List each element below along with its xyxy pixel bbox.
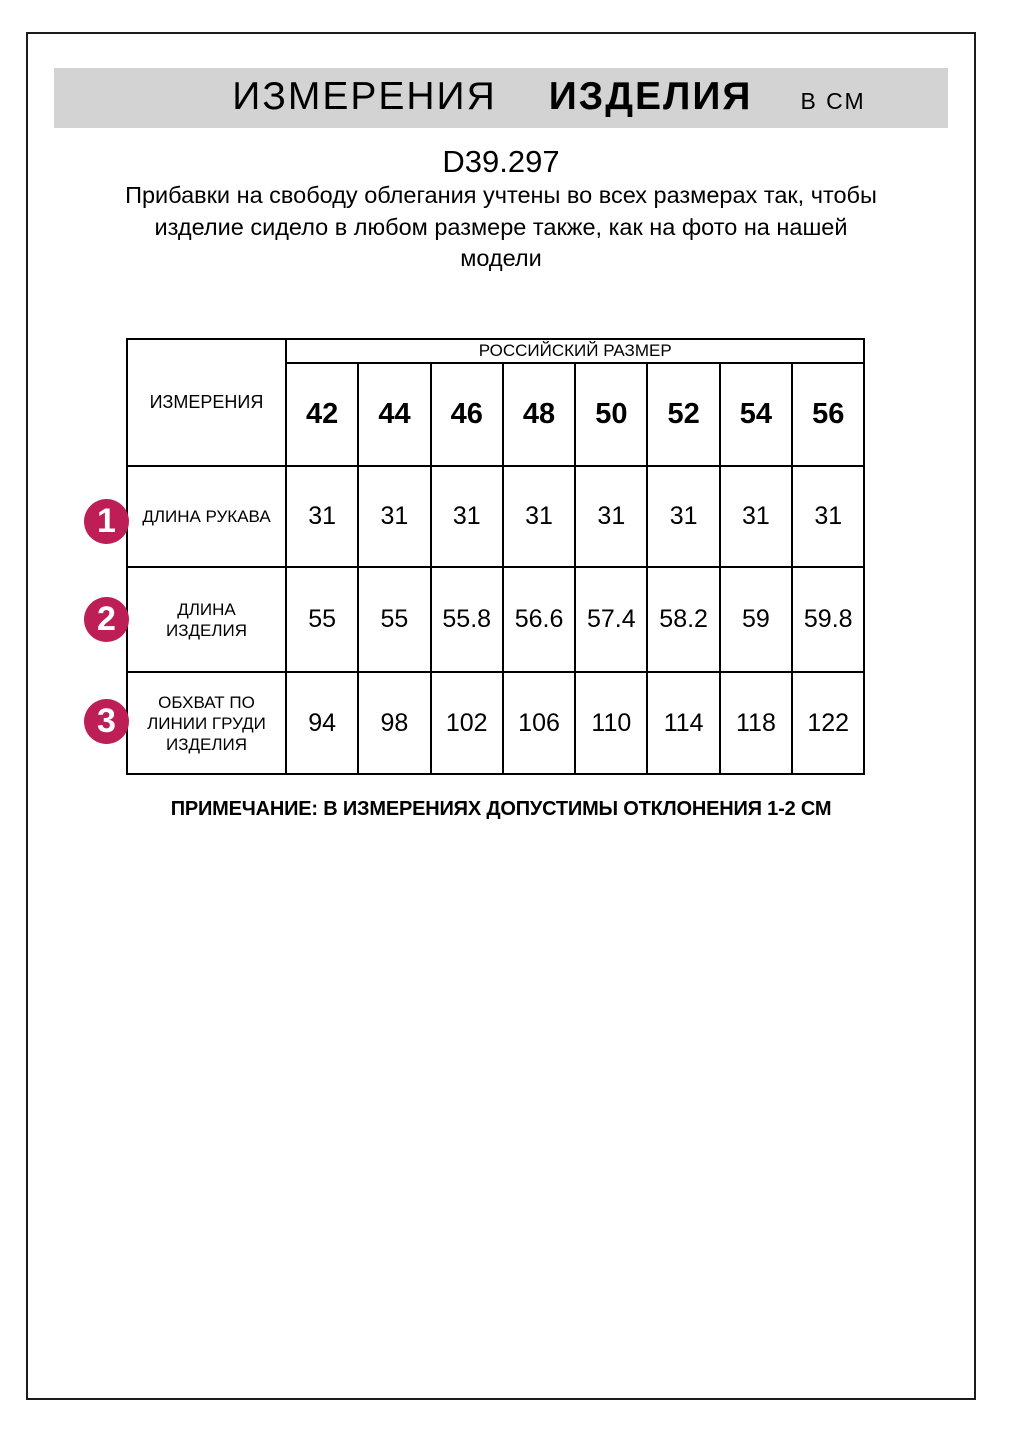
value-cell: 31 xyxy=(647,466,719,567)
measurement-label: ДЛИНА РУКАВА xyxy=(127,466,286,567)
size-column-header: 44 xyxy=(358,363,430,466)
value-cell: 106 xyxy=(503,672,575,774)
size-column-header: 48 xyxy=(503,363,575,466)
size-table xyxy=(126,338,865,775)
value-cell: 94 xyxy=(286,672,358,774)
value-cell: 118 xyxy=(720,672,792,774)
value-cell: 31 xyxy=(720,466,792,567)
value-cell: 31 xyxy=(286,466,358,567)
description-line: модели xyxy=(460,245,542,271)
value-cell: 102 xyxy=(431,672,503,774)
table-row-chest-girth xyxy=(127,672,864,774)
value-cell: 98 xyxy=(358,672,430,774)
measurements-corner-cell: ИЗМЕРЕНИЯ xyxy=(127,339,286,466)
size-column-header: 56 xyxy=(792,363,864,466)
value-cell: 55.8 xyxy=(431,567,503,672)
product-code: D39.297 xyxy=(442,144,560,179)
row-number-badge-3: 3 xyxy=(84,699,129,744)
size-column-header: 52 xyxy=(647,363,719,466)
title-bar xyxy=(54,68,948,128)
size-column-header: 42 xyxy=(286,363,358,466)
value-cell: 55 xyxy=(286,567,358,672)
size-column-header: 50 xyxy=(575,363,647,466)
value-cell: 59 xyxy=(720,567,792,672)
description-line: Прибавки на свободу облегания учтены во всех размерах так, чтобы xyxy=(125,182,877,208)
value-cell: 31 xyxy=(792,466,864,567)
value-cell: 110 xyxy=(575,672,647,774)
value-cell: 31 xyxy=(431,466,503,567)
measurement-label: ОБХВАТ ПО ЛИНИИ ГРУДИ ИЗДЕЛИЯ xyxy=(127,672,286,774)
value-cell: 59.8 xyxy=(792,567,864,672)
row-number-badge-2: 2 xyxy=(84,597,129,642)
measurement-label: ДЛИНА ИЗДЕЛИЯ xyxy=(127,567,286,672)
title-measurements: ИЗМЕРЕНИЯ xyxy=(232,75,497,118)
value-cell: 122 xyxy=(792,672,864,774)
row-number-badge-1: 1 xyxy=(84,499,129,544)
russian-size-header: РОССИЙСКИЙ РАЗМЕР xyxy=(286,339,864,363)
size-column-header: 54 xyxy=(720,363,792,466)
size-column-header: 46 xyxy=(431,363,503,466)
value-cell: 31 xyxy=(575,466,647,567)
value-cell: 31 xyxy=(503,466,575,567)
title-units: В СМ xyxy=(800,88,866,114)
table-row-garment-length xyxy=(127,567,864,672)
value-cell: 56.6 xyxy=(503,567,575,672)
tolerance-note: ПРИМЕЧАНИЕ: В ИЗМЕРЕНИЯХ ДОПУСТИМЫ ОТКЛОНЕНИЯ 1-2 СМ xyxy=(170,798,832,820)
table-row-sleeve-length xyxy=(127,466,864,567)
value-cell: 114 xyxy=(647,672,719,774)
value-cell: 58.2 xyxy=(647,567,719,672)
title-product: ИЗДЕЛИЯ xyxy=(548,75,753,118)
table-group-header-row xyxy=(127,339,864,363)
fit-description xyxy=(26,180,976,275)
value-cell: 55 xyxy=(358,567,430,672)
description-line: изделие сидело в любом размере также, как на фото на нашей xyxy=(154,213,848,240)
value-cell: 31 xyxy=(358,466,430,567)
value-cell: 57.4 xyxy=(575,567,647,672)
